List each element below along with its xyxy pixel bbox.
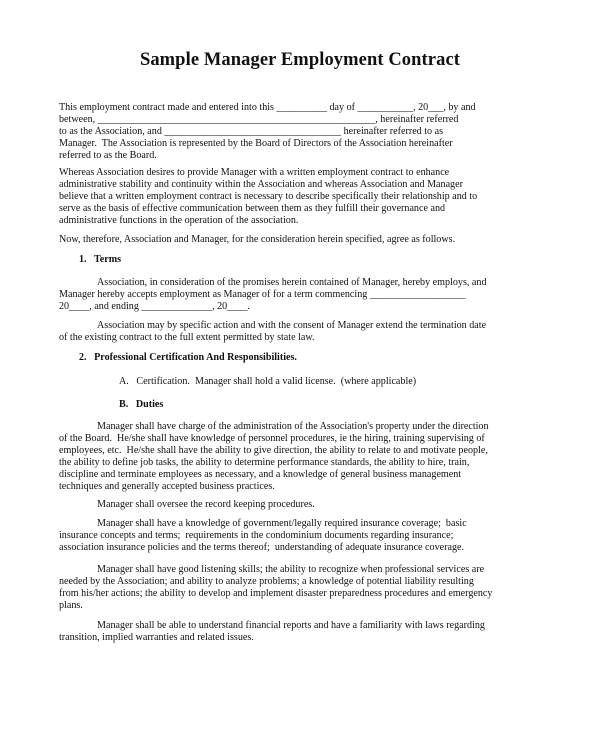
body-line: Manager. The Association is represented by the Board of Directors of the Association hereinafter xyxy=(59,138,453,149)
body-line: administrative functions in the operation of the association. xyxy=(59,215,299,226)
body-line: Manager shall have charge of the administration of the Association's property under the direction xyxy=(97,421,489,432)
body-line: Manager shall oversee the record keeping procedures. xyxy=(97,499,315,510)
body-line: 20____, and ending ______________, 20____. xyxy=(59,301,250,312)
body-line: Manager shall have good listening skills; the ability to recognize when professional services are xyxy=(97,564,485,575)
body-line: between, _______________________________________________________, hereinafter referred xyxy=(59,114,459,125)
body-line: to as the Association, and ___________________________________ hereinafter referred to as xyxy=(59,126,444,137)
body-line: from his/her actions; the ability to develop and implement disaster preparedness procedures and emergency xyxy=(59,588,493,599)
body-line: of the Board. He/she shall have knowledge of personnel procedures, ie the hiring, training supervising of xyxy=(59,433,485,444)
body-line: believe that a written employment contract is necessary to describe specifically their relationship and to xyxy=(59,191,478,202)
body-line: techniques and generally accepted business practices. xyxy=(59,481,275,492)
body-line: Whereas Association desires to provide Manager with a written employment contract to enhance xyxy=(59,167,450,178)
body-line: association insurance policies and the terms thereof; understanding of adequate insurance coverage. xyxy=(59,542,464,553)
body-line: of the existing contract to the full extent permitted by state law. xyxy=(59,332,315,343)
body-line: Manager hereby accepts employment as Manager of for a term commencing ___________________ xyxy=(59,289,466,300)
body-line: Manager shall be able to understand financial reports and have a familiarity with laws regarding xyxy=(97,620,485,631)
body-line: This employment contract made and entered into this __________ day of ___________, 20___, by and xyxy=(59,102,476,113)
body-line: needed by the Association; and ability to analyze problems; a knowledge of potential liability resulting xyxy=(59,576,474,587)
body-line: discipline and terminate employees as necessary, and a knowledge of general business management xyxy=(59,469,462,480)
section-heading-terms: 1. Terms xyxy=(79,254,122,265)
body-line: Now, therefore, Association and Manager, for the consideration herein specified, agree as follows. xyxy=(59,234,456,245)
document-title: Sample Manager Employment Contract xyxy=(139,50,461,70)
body-line: plans. xyxy=(59,600,83,611)
subsection-certification: A. Certification. Manager shall hold a valid license. (where applicable) xyxy=(119,376,417,387)
body-line: insurance concepts and terms; requirements in the condominium documents regarding insurance; xyxy=(59,530,454,541)
body-line: Association, in consideration of the promises herein contained of Manager, hereby employs, and xyxy=(97,277,487,288)
body-line: the ability to define job tasks, the ability to determine performance standards, the ability to hire, train, xyxy=(59,457,470,468)
subsection-heading-duties: B. Duties xyxy=(119,399,164,410)
section-heading-certification: 2. Professional Certification And Responsibilities. xyxy=(79,352,297,363)
body-line: transition, implied warranties and related issues. xyxy=(59,632,254,643)
body-line: referred to as the Board. xyxy=(59,150,157,161)
body-line: serve as the basis of effective communication between them as they fulfill their governance and xyxy=(59,203,446,214)
body-line: Association may by specific action and with the consent of Manager extend the termination date xyxy=(97,320,487,331)
body-line: employees, etc. He/she shall have the ability to give direction, the ability to relate to and motivate people, xyxy=(59,445,488,456)
body-line: Manager shall have a knowledge of government/legally required insurance coverage; basic xyxy=(97,518,467,529)
body-line: administrative stability and continuity within the Association and whereas Association and Manager xyxy=(59,179,463,190)
